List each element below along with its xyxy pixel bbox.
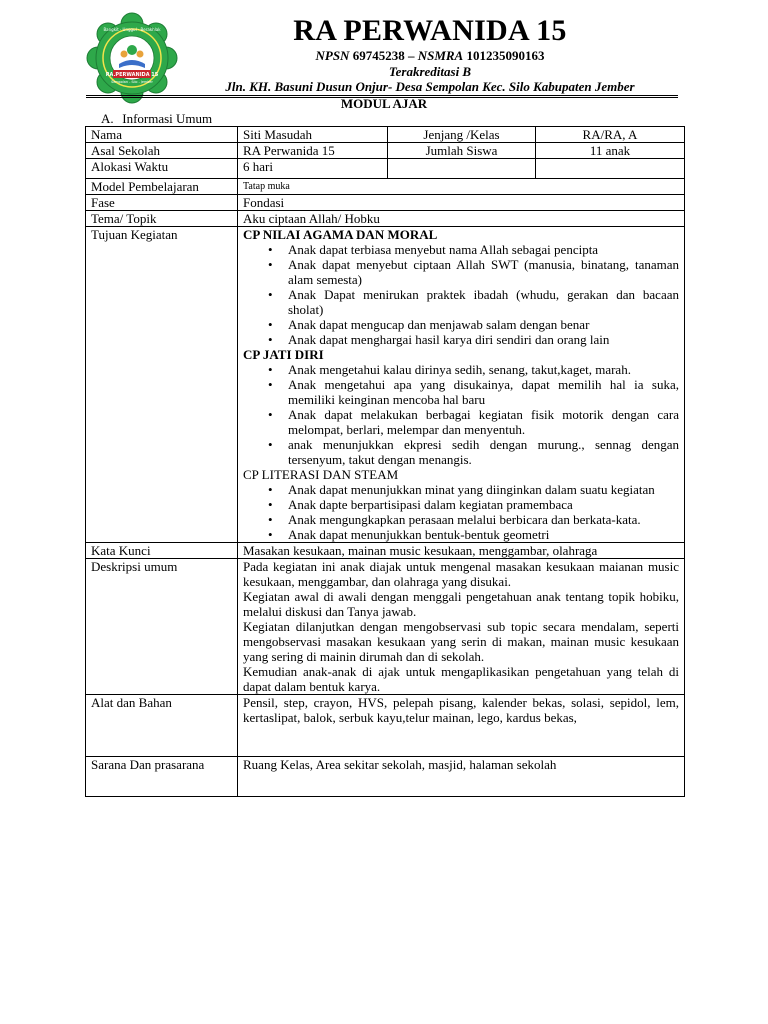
- fase-value: Fondasi: [238, 195, 685, 211]
- list-item: • anak menunjukkan ekpresi sedih dengan murung., sennag dengan tersenyum, takut dengan menangis.: [288, 437, 679, 467]
- alat-label: Alat dan Bahan: [86, 695, 238, 757]
- sarana-value: Ruang Kelas, Area sekitar sekolah, masjid, halaman sekolah: [238, 757, 685, 797]
- model-label: Model Pembelajaran: [86, 179, 238, 195]
- tujuan-label: Tujuan Kegiatan: [86, 227, 238, 543]
- deskripsi-paragraph: Pada kegiatan ini anak diajak untuk mengenal masakan kesukaan maianan music kesukaan, menggambar, dan olahraga yang disukai.: [243, 559, 679, 589]
- cp-literasi-list: [243, 482, 679, 542]
- asal-label: Asal Sekolah: [86, 143, 238, 159]
- info-table: [85, 126, 685, 797]
- section-number: A.: [101, 111, 114, 126]
- list-item: • Anak dapat terbiasa menyebut nama Allah sebagai pencipta: [288, 242, 679, 257]
- table-row: [86, 227, 685, 543]
- nama-value: Siti Masudah: [238, 127, 388, 143]
- cp-nilai-agama-title: CP NILAI AGAMA DAN MORAL: [243, 227, 438, 242]
- tujuan-content: [238, 227, 685, 543]
- table-row: [86, 543, 685, 559]
- alokasi-label: Alokasi Waktu: [86, 159, 238, 179]
- table-row: [86, 159, 685, 179]
- modul-title: MODUL AJAR: [340, 96, 428, 111]
- empty-cell: [536, 159, 685, 179]
- npsn-value: 69745238: [352, 48, 405, 63]
- list-item: • Anak dapat menunjukkan minat yang diinginkan dalam suatu kegiatan: [288, 482, 679, 497]
- jenjang-value: RA/RA, A: [536, 127, 685, 143]
- list-item: • Anak dapat menunjukkan bentuk-bentuk geometri: [288, 527, 679, 542]
- list-item: • Anak Dapat menirukan praktek ibadah (whudu, gerakan dan bacaan sholat): [288, 287, 679, 317]
- list-item: • Anak mengetahui apa yang disukainya, dapat memilih hal ia suka, memiliki keinginan mencoba hal baru: [288, 377, 679, 407]
- fase-label: Fase: [86, 195, 238, 211]
- deskripsi-paragraph: Kemudian anak-anak di ajak untuk mengaplikasikan pengetahuan yang telah di dapat dalam bentuk karya.: [243, 664, 679, 694]
- table-row: [86, 195, 685, 211]
- cp-jati-diri-title: CP JATI DIRI: [243, 347, 324, 362]
- nsmra-value: 101235090163: [466, 48, 545, 63]
- table-row: [86, 695, 685, 757]
- school-logo: [86, 12, 178, 104]
- section-heading: [101, 111, 212, 126]
- empty-cell: [388, 159, 536, 179]
- logo-sub-text: Sempolan - Silo - Jember: [111, 80, 153, 84]
- npsn-label: NPSN: [315, 48, 350, 63]
- school-address: Jln. KH. Basuni Dusun Onjur- Desa Sempolan Kec. Silo Kabupaten Jember: [225, 79, 635, 94]
- cp-nilai-agama-list: [243, 242, 679, 347]
- logo-arc-text: Bangkit · Unggul · Berakhlak: [103, 27, 161, 32]
- sarana-label: Sarana Dan prasarana: [86, 757, 238, 797]
- cp-jati-diri-list: [243, 362, 679, 467]
- jenjang-label: Jenjang /Kelas: [388, 127, 536, 143]
- npsn-separator: –: [407, 48, 415, 63]
- alat-value: Pensil, step, crayon, HVS, pelepah pisang, kalender bekas, solasi, sepidol, lem, kertaslipat, balok, serbuk kayu,telur mainan, lego, kardus bekas,: [238, 695, 685, 757]
- table-row: [86, 757, 685, 797]
- deskripsi-label: Deskripsi umum: [86, 559, 238, 695]
- tema-value: Aku ciptaan Allah/ Hobku: [238, 211, 685, 227]
- table-row: [86, 127, 685, 143]
- nama-label: Nama: [86, 127, 238, 143]
- table-row: [86, 179, 685, 195]
- alokasi-value: 6 hari: [238, 159, 388, 179]
- deskripsi-content: [238, 559, 685, 695]
- list-item: • Anak dapat menghargai hasil karya diri sendiri dan orang lain: [288, 332, 679, 347]
- deskripsi-paragraph: Kegiatan awal di awali dengan menggali pengetahuan anak tentang topik hobiku, melalui diskusi dan Tanya jawab.: [243, 589, 679, 619]
- kata-kunci-label: Kata Kunci: [86, 543, 238, 559]
- tema-label: Tema/ Topik: [86, 211, 238, 227]
- model-value: Tatap muka: [238, 179, 685, 195]
- jumlah-label: Jumlah Siswa: [388, 143, 536, 159]
- cp-literasi-title: CP LITERASI DAN STEAM: [243, 467, 399, 482]
- section-title: Informasi Umum: [122, 111, 213, 126]
- nsmra-label: NSMRA: [417, 48, 464, 63]
- logo-name-text: RA.PERWANIDA 15: [105, 72, 159, 78]
- list-item: • Anak mengungkapkan perasaan melalui berbicara dan berkata-kata.: [288, 512, 679, 527]
- list-item: • Anak mengetahui kalau dirinya sedih, senang, takut,kaget, marah.: [288, 362, 679, 377]
- table-row: [86, 211, 685, 227]
- school-logo-emblem: [86, 12, 178, 104]
- npsn-line: [170, 48, 690, 64]
- list-item: • Anak dapat mengucap dan menjawab salam dengan benar: [288, 317, 679, 332]
- list-item: • Anak dapte berpartisipasi dalam kegiatan pramembaca: [288, 497, 679, 512]
- school-title: RA PERWANIDA 15: [293, 14, 567, 47]
- list-item: • Anak dapat melakukan berbagai kegiatan fisik motorik dengan cara melompat, berlari, melempar dan menyentuh.: [288, 407, 679, 437]
- jumlah-value: 11 anak: [536, 143, 685, 159]
- table-row: [86, 143, 685, 159]
- kata-kunci-value: Masakan kesukaan, mainan music kesukaan, menggambar, olahraga: [238, 543, 685, 559]
- list-item: • Anak dapat menyebut ciptaan Allah SWT (manusia, binatang, tanaman alam semesta): [288, 257, 679, 287]
- table-row: [86, 559, 685, 695]
- deskripsi-paragraph: Kegiatan dilanjutkan dengan mengobservasi sub topic secara mendalam, seperti mengobservasi masakan kesukaan yang serin di makan, mainan music kesukaan yang sering di mainin dirumah dan di sekolah.: [243, 619, 679, 664]
- asal-value: RA Perwanida 15: [238, 143, 388, 159]
- akreditasi: Terakreditasi B: [388, 64, 472, 79]
